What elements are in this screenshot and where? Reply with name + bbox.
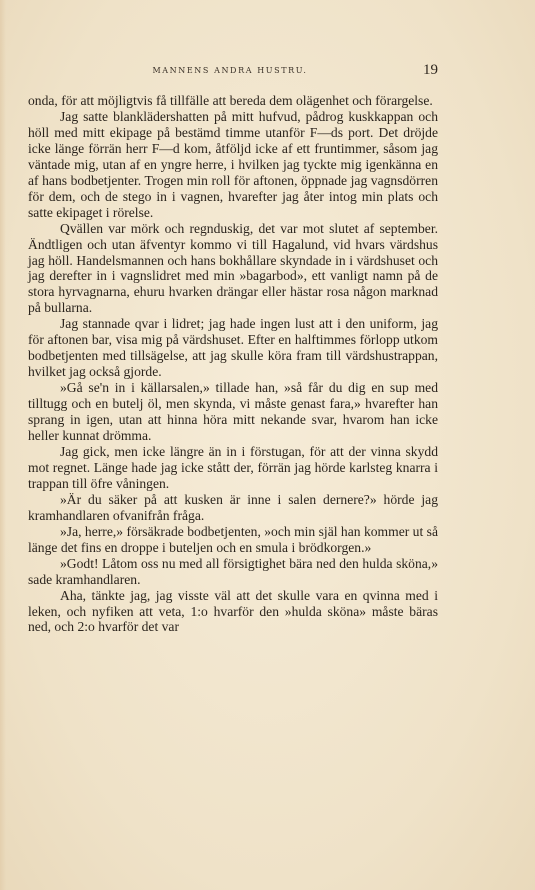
paragraph: Jag gick, men icke längre än in i förstugan, för att der vinna skydd mot regnet. Länge hade jag icke stått der, förrän jag hörde karlsteg knarra i trappan till öfre våningen. [28, 443, 438, 491]
paragraph: »Ja, herre,» försäkrade bodbetjenten, »och min själ han kommer ut så länge det fins en droppe i buteljen och en smula i brödkorgen.» [28, 523, 438, 555]
page-number: 19 [423, 62, 438, 78]
paragraph: Jag satte blanklädershatten på mitt hufvud, pådrog kuskkappan och höll med mitt ekipage på bestämd timme utanför F—ds port. Det dröjde icke länge förrän herr F—d kom, åtföljd icke af ett fruntimmer, såsom jag väntade mig, utan af en yngre herre, i hvilken jag tyckte mig igenkänna en af hans bodbetjenter. Trogen min roll för aftonen, öppnade jag vagnsdörren för dem, och de stego in i vagnen, hvarefter jag åter intog min plats och satte ekipaget i rörelse. [28, 108, 438, 220]
paragraph: Qvällen var mörk och regnduskig, det var mot slutet af september. Ändtligen och utan äfventyr kommo vi till Hagalund, vid hvars värdshus jag höll. Handelsmannen och hans bokhållare skyndade in i värdshuset och jag derefter in i vagnslidret med min »bagarbod», ett vanligt namn på de stora hyrvagnarna, ehuru hvarken drängar eller hästar rosa någon marknad på bullarna. [28, 220, 438, 316]
paragraph: »Godt! Låtom oss nu med all försigtighet bära ned den hulda sköna,» sade kramhandlaren. [28, 555, 438, 587]
running-head: MANNENS ANDRA HUSTRU. [152, 66, 308, 75]
paragraph: »Är du säker på att kusken är inne i salen dernere?» hörde jag kramhandlaren ofvanifrån fråga. [28, 491, 438, 523]
paragraph: Aha, tänkte jag, jag visste väl att det skulle vara en qvinna med i leken, och nyfiken att veta, 1:o hvarför den »hulda sköna» måste bäras ned, och 2:o hvarför det var [28, 587, 438, 635]
page-header [28, 62, 438, 84]
body-text [28, 93, 438, 635]
paragraph: »Gå se'n in i källarsalen,» tillade han, »så får du dig en sup med tilltugg och en butelj öl, men skynda, vi måste genast fara,» hvarefter han sprang in igen, utan att hinna höra mitt nekande svar, hvarom han icke heller kunnat drömma. [28, 380, 438, 444]
paragraph: onda, för att möjligtvis få tillfälle att bereda dem olägenhet och förargelse. [28, 93, 433, 108]
page-edge-shadow [0, 0, 6, 890]
paragraph: Jag stannade qvar i lidret; jag hade ingen lust att i den uniform, jag för aftonen bar, visa mig på värdshuset. Efter en halftimmes förlopp utkom bodbetjenten med tillsägelse, att jag skulle köra fram till värdshustrappan, hvilket jag också gjorde. [28, 316, 438, 380]
